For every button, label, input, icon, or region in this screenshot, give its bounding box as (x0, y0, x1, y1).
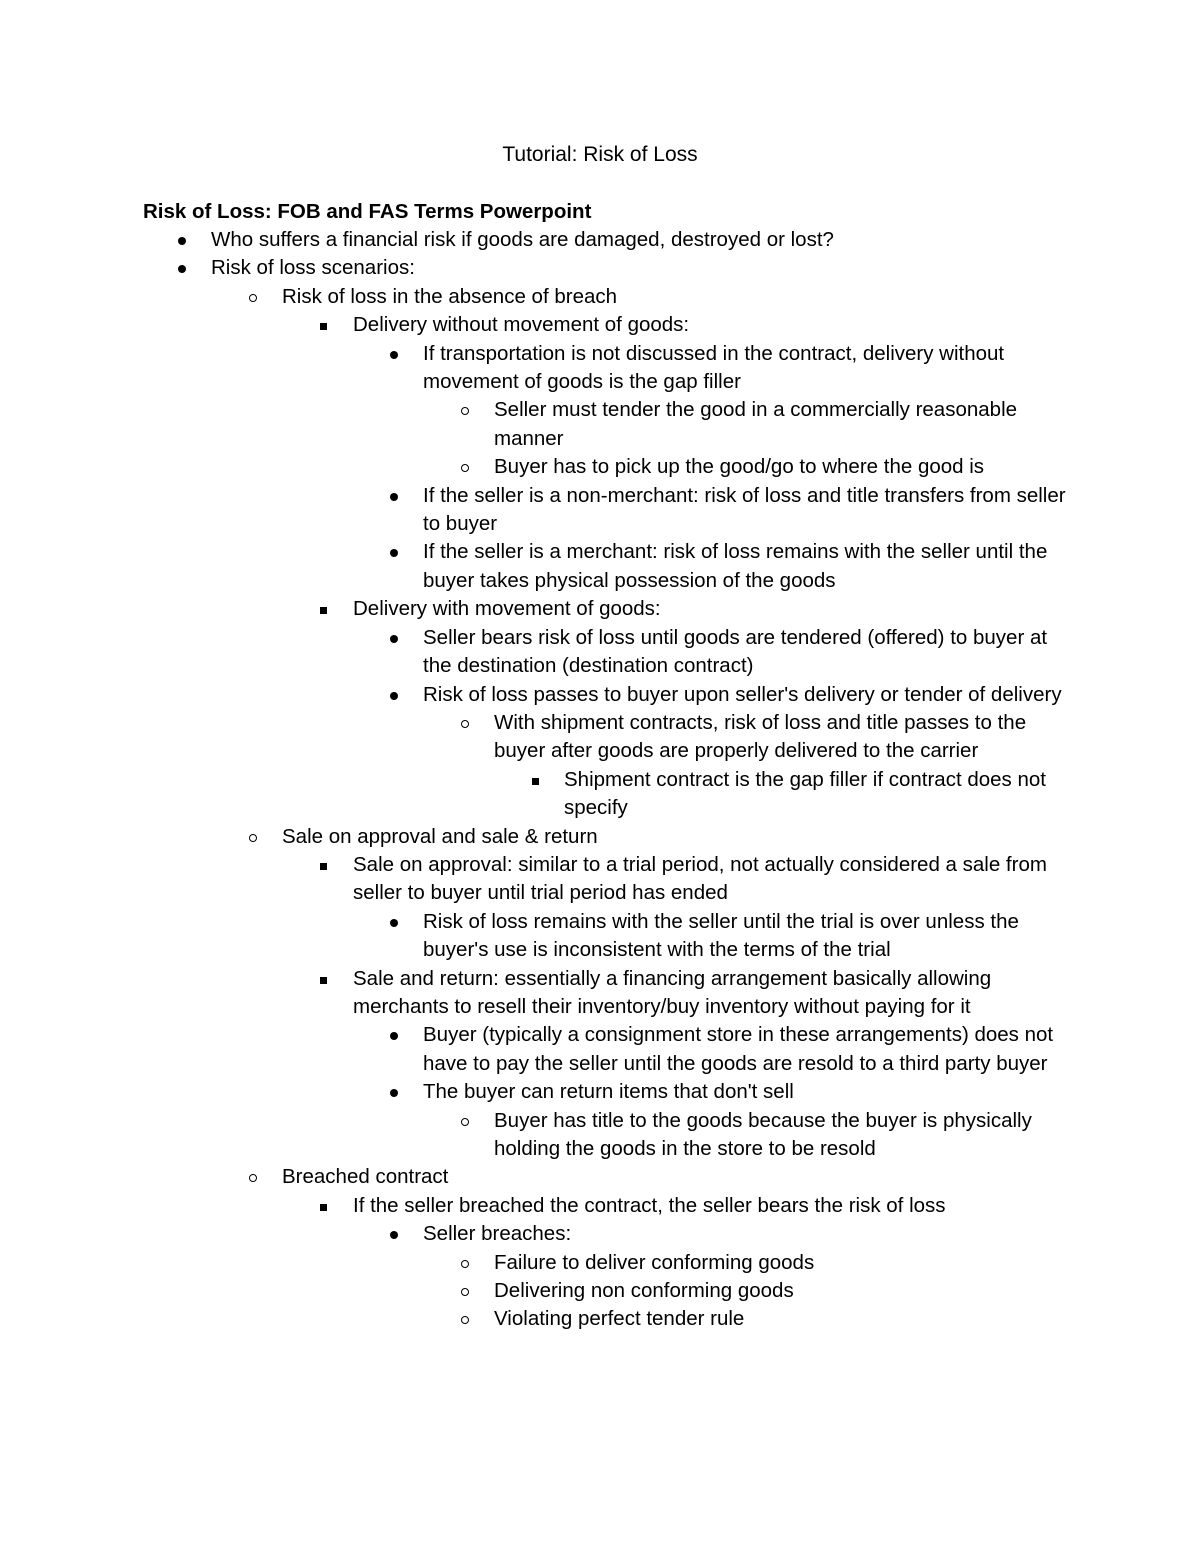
outline-item-text: Risk of loss in the absence of breach (282, 284, 618, 308)
outline-item-text: Sale on approval and sale & return (282, 824, 598, 848)
disc-bullet-icon (387, 538, 407, 566)
outline-item-text: Who suffers a financial risk if goods are damaged, destroyed or lost? (211, 228, 834, 251)
outline-item-level-2 (0, 283, 1072, 311)
outline-item-level-5 (0, 1305, 1060, 1333)
outline-item-level-5 (0, 1249, 1060, 1277)
outline-item-level-4 (0, 1220, 1069, 1248)
outline-item-text: Delivery with movement of goods: (353, 597, 661, 621)
outline-item-text: Sale and return: essentially a financing arrangement basically allowing merchants to resell their inventory/buy inventory without paying for it (353, 966, 997, 1018)
outline-item-level-3 (0, 595, 1065, 623)
outline-item-text: If the seller breached the contract, the seller bears the risk of loss (353, 1193, 946, 1217)
outline-item-text: Delivery without movement of goods: (353, 313, 690, 337)
outline-item-text: Violating perfect tender rule (494, 1307, 745, 1331)
outline-item-text: Shipment contract is the gap filler if contract does not specify (564, 767, 1052, 820)
outline-item-level-2 (0, 823, 1072, 851)
outline-item-text: Buyer has title to the goods because the buyer is physically holding the goods in the store to be resold (494, 1108, 1038, 1160)
disc-bullet-icon (175, 254, 195, 282)
outline-item-level-3 (0, 311, 1065, 339)
disc-bullet-icon (387, 340, 407, 368)
section-heading: Risk of Loss: FOB and FAS Terms Powerpoint (143, 200, 592, 223)
outline-item-text: Seller breaches: (423, 1222, 572, 1246)
circle-bullet-icon (246, 283, 266, 311)
outline-item-text: The buyer can return items that don't sell (423, 1080, 794, 1104)
outline-item-level-1 (0, 226, 1071, 254)
outline-item-level-3 (0, 1192, 1065, 1220)
disc-bullet-icon (387, 624, 407, 652)
outline-item-text: Risk of loss passes to buyer upon seller's delivery or tender of delivery (423, 682, 1062, 706)
outline-item-level-5 (0, 1277, 1060, 1305)
disc-bullet-icon (387, 482, 407, 510)
outline-item-level-4 (0, 340, 1069, 397)
square-bullet-icon (316, 1192, 336, 1220)
disc-bullet-icon (387, 1021, 407, 1049)
square-bullet-icon (316, 595, 336, 623)
outline-item-level-1 (0, 254, 1071, 282)
circle-bullet-icon (458, 453, 478, 481)
circle-bullet-icon (458, 1107, 478, 1135)
outline-item-text: Delivering non conforming goods (494, 1279, 794, 1303)
square-bullet-icon (316, 965, 336, 993)
outline-item-level-5 (0, 453, 1060, 481)
outline-item-level-4 (0, 538, 1069, 595)
outline-item-level-4 (0, 624, 1069, 681)
outline-item-level-4 (0, 1021, 1069, 1078)
circle-bullet-icon (458, 709, 478, 737)
outline-item-text: If the seller is a non-merchant: risk of loss and title transfers from seller to buyer (423, 483, 1072, 536)
circle-bullet-icon (246, 1163, 266, 1191)
disc-bullet-icon (387, 1220, 407, 1248)
outline-item-level-3 (0, 851, 1065, 908)
outline-item-level-4 (0, 681, 1069, 709)
disc-bullet-icon (387, 681, 407, 709)
outline-item-text: Risk of loss scenarios: (211, 256, 415, 280)
square-bullet-icon (528, 766, 548, 794)
circle-bullet-icon (246, 823, 266, 851)
outline-item-level-3 (0, 965, 1065, 1022)
outline-item-text: Buyer (typically a consignment store in these arrangements) does not have to pay the seller until the goods are resold to a third party buyer (423, 1023, 1059, 1075)
bulleted-outline (0, 226, 1200, 1334)
document-title: Tutorial: Risk of Loss (502, 143, 698, 166)
outline-item-level-2 (0, 1163, 1072, 1191)
square-bullet-icon (316, 851, 336, 879)
outline-item-level-5 (0, 1107, 1060, 1164)
circle-bullet-icon (458, 1277, 478, 1305)
circle-bullet-icon (458, 396, 478, 424)
circle-bullet-icon (458, 1305, 478, 1333)
outline-item-level-4 (0, 1078, 1069, 1106)
outline-item-text: Seller bears risk of loss until goods are tendered (offered) to buyer at the destination (destination contract) (423, 625, 1053, 678)
outline-item-text: Sale on approval: similar to a trial period, not actually considered a sale from seller to buyer until trial period has ended (353, 852, 1053, 905)
outline-item-text: Seller must tender the good in a commercially reasonable manner (494, 398, 1023, 450)
outline-item-level-4 (0, 482, 1072, 539)
outline-item-text: Failure to deliver conforming goods (494, 1250, 815, 1274)
outline-item-level-6 (0, 766, 1060, 823)
outline-item-level-4 (0, 908, 1069, 965)
square-bullet-icon (316, 311, 336, 339)
circle-bullet-icon (458, 1249, 478, 1277)
outline-item-level-5 (0, 709, 1060, 766)
outline-item-text: If transportation is not discussed in the contract, delivery without movement of goods is the gap filler (423, 341, 1010, 394)
outline-item-text: With shipment contracts, risk of loss and title passes to the buyer after goods are properly delivered to the carrier (494, 710, 1032, 763)
outline-item-level-5 (0, 396, 1060, 453)
outline-item-text: If the seller is a merchant: risk of loss remains with the seller until the buyer takes physical possession of the goods (423, 540, 1054, 592)
disc-bullet-icon (387, 908, 407, 936)
outline-item-text: Risk of loss remains with the seller until the trial is over unless the buyer's use is inconsistent with the terms of the trial (423, 909, 1025, 962)
outline-item-text: Breached contract (282, 1165, 449, 1189)
outline-item-text: Buyer has to pick up the good/go to where the good is (494, 455, 985, 479)
disc-bullet-icon (175, 226, 195, 254)
disc-bullet-icon (387, 1078, 407, 1106)
